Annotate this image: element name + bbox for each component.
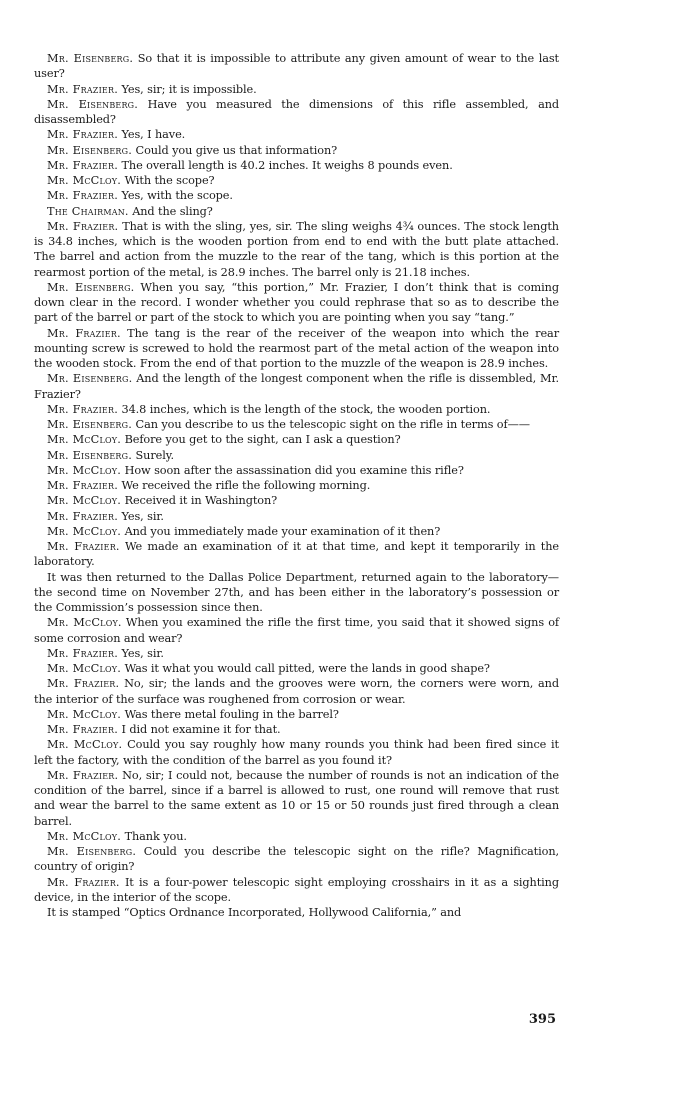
speech-text: The tang is the rear of the receiver of the weapon into which the rear mounting screw is screwed to hold the rearmost part of the metal action of the weapon into the wooden stock. From the end of that portion to the muzzle of the weapon is 28.9 inches. — [34, 326, 559, 370]
speaker-name: Mr. Frazier. — [47, 768, 119, 782]
transcript-paragraph — [34, 844, 559, 875]
speaker-name: Mr. McCloy. — [47, 463, 122, 477]
speech-text: 34.8 inches, which is the length of the stock, the wooden portion. — [121, 402, 491, 416]
speaker-name: Mr. Frazier. — [47, 402, 118, 416]
transcript-paragraph — [34, 143, 559, 158]
speech-text: Have you measured the dimensions of this rifle assembled, and disassembled? — [34, 97, 560, 126]
speech-text: Yes, sir. — [121, 509, 164, 523]
transcript-body — [34, 51, 559, 920]
transcript-paragraph — [34, 448, 559, 463]
transcript-paragraph — [34, 432, 559, 447]
speech-text: How soon after the assassination did you examine this rifle? — [124, 463, 464, 477]
transcript-paragraph — [34, 97, 559, 128]
transcript-paragraph — [34, 173, 559, 188]
speaker-name: Mr. Frazier. — [47, 509, 118, 523]
transcript-paragraph — [34, 204, 559, 219]
speech-text: When you say, “this portion,” Mr. Frazier, I don’t think that is coming down clear in the record. I wonder whether you could rephrase that so as to describe the part of the barrel or part of the stock to which you are pointing when you say “tang.” — [34, 280, 559, 325]
speaker-name: Mr. Frazier. — [47, 540, 120, 553]
speaker-name: Mr. Frazier. — [47, 723, 118, 736]
speaker-name: Mr. Frazier. — [47, 158, 118, 172]
transcript-paragraph — [34, 524, 559, 539]
transcript-paragraph — [34, 829, 559, 844]
transcript-paragraph — [34, 51, 559, 82]
speech-text: Yes, sir. — [121, 646, 164, 660]
speaker-name: Mr. McCloy. — [47, 829, 122, 843]
speech-text: When you examined the rifle the first time, you said that it showed signs of some corrosion and wear? — [34, 616, 559, 645]
speaker-name: Mr. McCloy. — [47, 174, 122, 187]
speech-text: It is a four-power telescopic sight employing crosshairs in it as a sighting device, in the interior of the scope. — [34, 875, 559, 904]
transcript-paragraph — [34, 219, 559, 280]
transcript-paragraph — [34, 615, 559, 646]
speech-text: The overall length is 40.2 inches. It weighs 8 pounds even. — [121, 158, 453, 172]
speech-text: No, sir; the lands and the grooves were worn, the corners were worn, and the interior of the surface was roughened from corrosion or wear. — [34, 677, 559, 706]
transcript-paragraph — [34, 82, 559, 97]
transcript-paragraph — [34, 402, 559, 417]
speech-text: Could you describe the telescopic sight on the rifle? Magnification, country of origin? — [34, 845, 560, 874]
transcript-paragraph — [34, 127, 559, 142]
transcript-paragraph — [34, 676, 559, 707]
speaker-name: Mr. McCloy. — [47, 662, 122, 675]
speaker-name: Mr. Frazier. — [47, 479, 118, 492]
speech-text: So that it is impossible to attribute any given amount of wear to the last user? — [34, 52, 559, 81]
transcript-paragraph — [34, 570, 559, 616]
transcript-paragraph — [34, 737, 559, 768]
speaker-name: Mr. Frazier. — [47, 128, 118, 142]
speech-text: Can you describe to us the telescopic sight on the rifle in terms of—— — [135, 418, 530, 431]
speech-text: Was it what you would call pitted, were the lands in good shape? — [124, 662, 490, 675]
transcript-paragraph — [34, 371, 559, 402]
speaker-name: Mr. Frazier. — [47, 875, 120, 889]
speech-text: Before you get to the sight, can I ask a question? — [124, 433, 401, 447]
transcript-paragraph — [34, 768, 559, 829]
speech-text: Yes, sir; it is impossible. — [121, 82, 257, 96]
transcript-paragraph — [34, 661, 559, 676]
speaker-name: Mr. Eisenberg. — [47, 372, 133, 386]
transcript-paragraph — [34, 158, 559, 173]
speech-text: Could you say roughly how many rounds you think had been fired since it left the factory, with the condition of the barrel as you found it? — [34, 738, 559, 767]
speech-text: Thank you. — [124, 829, 187, 843]
speech-text: And the length of the longest component when the rifle is dissembled, Mr. Frazier? — [34, 372, 559, 401]
transcript-paragraph — [34, 707, 559, 722]
speaker-name: Mr. Eisenberg. — [47, 448, 133, 462]
transcript-paragraph — [34, 463, 559, 478]
speech-text: Received it in Washington? — [124, 494, 278, 508]
speaker-name: Mr. McCloy. — [47, 616, 122, 630]
speaker-name: Mr. McCloy. — [47, 738, 123, 752]
speaker-name: Mr. Eisenberg. — [47, 418, 133, 431]
speech-text: Could you give us that information? — [135, 143, 338, 157]
speech-text: That is with the sling, yes, sir. The sling weighs 4¾ ounces. The stock length is 34.8 inches, which is the wooden portion from end to end with the butt plate attached. The barrel and action from the muzzle to the rear of the tang, which is this portion at the rearmost portion of the metal, is 28.9 inches. The barrel only is 21.18 inches. — [34, 219, 559, 279]
speech-text: Yes, with the scope. — [121, 189, 233, 203]
transcript-paragraph — [34, 539, 559, 570]
speech-text: It was then returned to the Dallas Police Department, returned again to the laboratory—the second time on November 27th, and has been either in the laboratory’s possession or the Commission’s possession since then. — [34, 570, 559, 614]
speaker-name: Mr. Frazier. — [47, 677, 120, 691]
speech-text: And the sling? — [132, 204, 213, 218]
speech-text: It is stamped “Optics Ordnance Incorporated, Hollywood California,” and — [47, 906, 462, 919]
speaker-name: Mr. Eisenberg. — [47, 97, 139, 111]
speaker-name: The Chairman. — [47, 204, 129, 218]
transcript-paragraph — [34, 722, 559, 737]
transcript-paragraph — [34, 646, 559, 661]
page-number: 395 — [528, 1012, 556, 1027]
speech-text: We received the rifle the following morning. — [121, 479, 371, 492]
speech-text: We made an examination of it at that time, and kept it temporarily in the laboratory. — [34, 540, 559, 569]
transcript-paragraph — [34, 417, 559, 432]
speaker-name: Mr. Frazier. — [47, 189, 118, 203]
speech-text: Yes, I have. — [121, 128, 186, 142]
transcript-paragraph — [34, 875, 559, 906]
speaker-name: Mr. Eisenberg. — [47, 143, 133, 157]
transcript-paragraph — [34, 905, 559, 920]
speaker-name: Mr. McCloy. — [47, 494, 122, 508]
speaker-name: Mr. McCloy. — [47, 524, 122, 538]
speaker-name: Mr. Frazier. — [47, 326, 121, 340]
speech-text: Was there metal fouling in the barrel? — [124, 707, 339, 721]
speech-text: No, sir; I could not, because the number of rounds is not an indication of the condition of the barrel, since if a barrel is allowed to rust, one round will remove that rust and wear the barrel to the same extent as 10 or 15 or 50 rounds just fired through a clean barrel. — [34, 768, 559, 828]
speaker-name: Mr. Frazier. — [47, 82, 118, 96]
speaker-name: Mr. Eisenberg. — [47, 52, 134, 65]
transcript-paragraph — [34, 280, 559, 326]
speech-text: And you immediately made your examination of it then? — [124, 524, 441, 538]
speaker-name: Mr. Eisenberg. — [47, 280, 135, 294]
transcript-paragraph — [34, 188, 559, 203]
speaker-name: Mr. Eisenberg. — [47, 845, 137, 858]
speaker-name: Mr. McCloy. — [47, 707, 122, 721]
speech-text: Surely. — [135, 448, 175, 462]
speaker-name: Mr. McCloy. — [47, 433, 122, 447]
transcript-paragraph — [34, 509, 559, 524]
speech-text: With the scope? — [124, 174, 215, 187]
speaker-name: Mr. Frazier. — [47, 219, 119, 233]
transcript-paragraph — [34, 326, 559, 372]
speech-text: I did not examine it for that. — [121, 723, 281, 736]
speaker-name: Mr. Frazier. — [47, 646, 118, 660]
transcript-paragraph — [34, 478, 559, 493]
transcript-paragraph — [34, 493, 559, 508]
